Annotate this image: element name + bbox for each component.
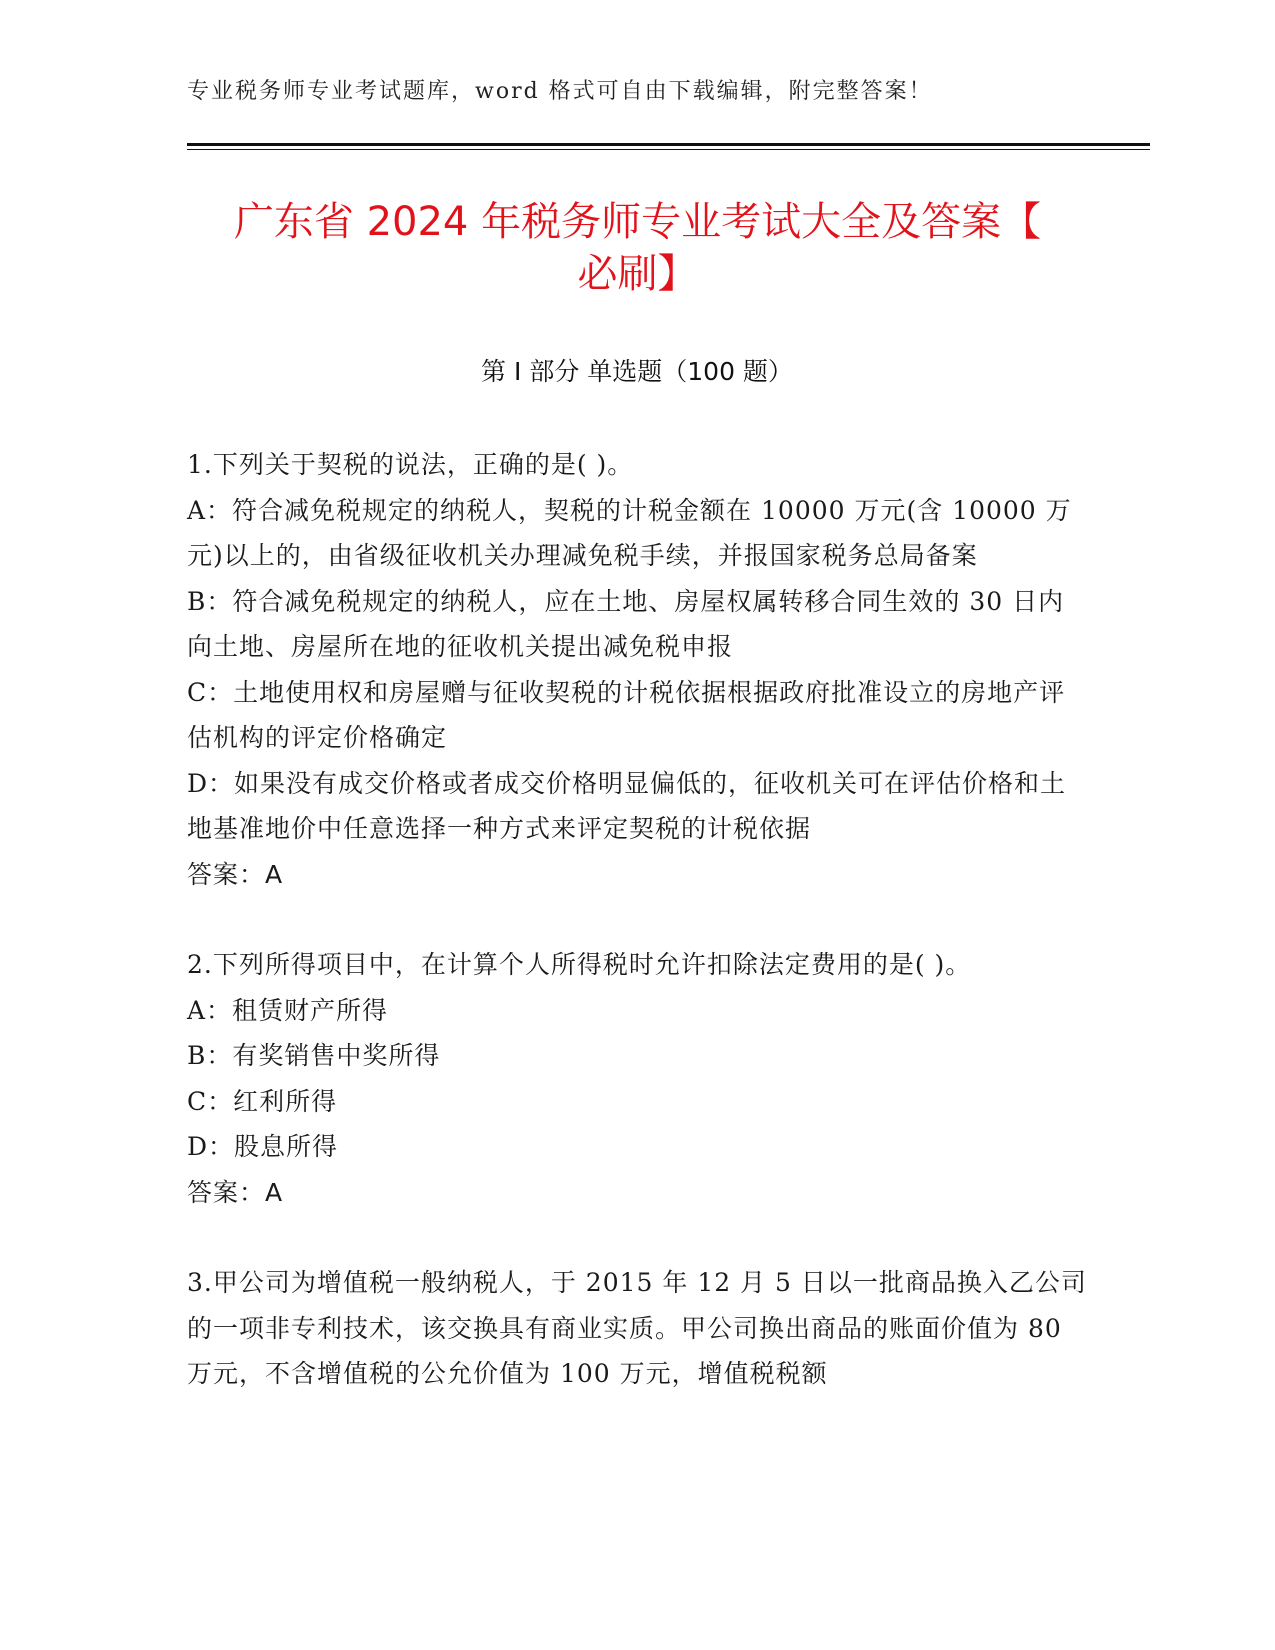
header-rule-thick [187,143,1150,146]
option-b: B：符合减免税规定的纳税人，应在土地、房屋权属转移合同生效的 30 日内向土地、房屋所在地的征收机关提出减免税申报 [187,586,1065,661]
question-stem: 2.下列所得项目中，在计算个人所得税时允许扣除法定费用的是( )。 [187,950,972,979]
header-note: 专业税务师专业考试题库，word 格式可自由下载编辑，附完整答案！ [187,79,933,104]
option-a: A：符合减免税规定的纳税人，契税的计税金额在 10000 万元(含 10000 万元)以上的，由省级征收机关办理减免税手续，并报国家税务总局备案 [187,495,1072,570]
title-line-1: 广东省 2024 年税务师专业考试大全及答案【 [233,199,1042,245]
option-b: B：有奖销售中奖所得 [187,1041,441,1070]
option-d: D：如果没有成交价格或者成交价格明显偏低的，征收机关可在评估价格和土地基准地价中任意选择一种方式来评定契税的计税依据 [187,768,1067,843]
question-stem: 3.甲公司为增值税一般纳税人，于 2015 年 12 月 5 日以一批商品换入乙公司的一项非专利技术，该交换具有商业实质。甲公司换出商品的账面价值为 80 万元，不含增值税的公允价值为 100 万元，增值税税额 [187,1268,1087,1388]
question-1 [187,442,1087,897]
answer-label: 答案：A [187,859,284,889]
document-title [170,196,1105,300]
question-stem: 1.下列关于契税的说法，正确的是( )。 [187,450,634,479]
option-c: C：红利所得 [187,1086,338,1116]
question-3 [187,1260,1087,1397]
option-c: C：土地使用权和房屋赠与征收契税的计税依据根据政府批准设立的房地产评估机构的评定价格确定 [187,677,1066,752]
option-d: D：股息所得 [187,1132,339,1161]
question-list [187,442,1087,1397]
title-line-2: 必刷】 [577,251,698,297]
question-2 [187,942,1087,1215]
option-a: A：租赁财产所得 [187,995,389,1025]
section-title: 第 I 部分 单选题（100 题） [481,357,793,386]
header-rule-thin [187,149,1150,150]
answer-label: 答案：A [187,1177,284,1207]
